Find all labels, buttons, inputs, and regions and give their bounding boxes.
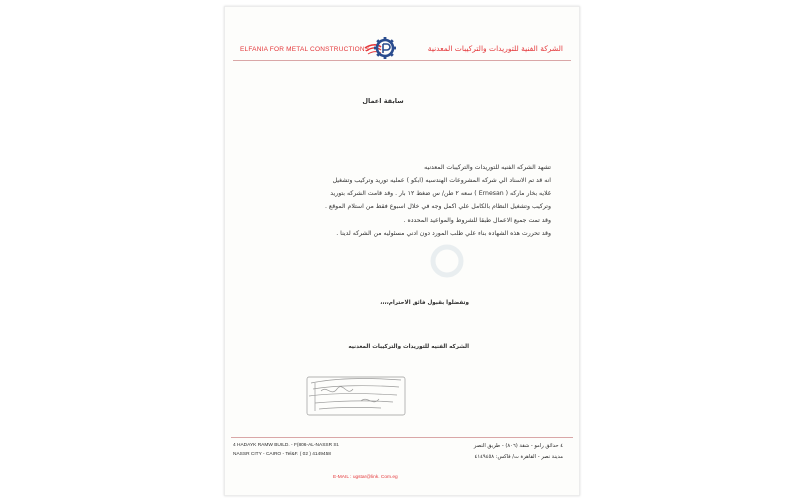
address-english-line: NASSR CITY - CAIRO - Tel&F. ( 02 ) 4149458 <box>233 452 331 457</box>
address-arabic-line: مدينة نصر - القاهرة ت/ فاكس: ٤١٤٩٤٥٨ <box>474 454 563 460</box>
signatory-company: الشركه الفنيه للتوريدات والتركيبات المعدنيه <box>348 344 469 350</box>
header-divider <box>233 60 571 61</box>
body-line: وتركيب وتشغيل النظام بالكامل علي اكمل وجه في خلال اسبوع فقط من استلام الموقع . <box>325 203 551 210</box>
body-line: تشهد الشركه الفنيه للتوريدات والتركيبات المعدنيه <box>424 164 551 171</box>
letter-page <box>224 6 580 496</box>
closing-salutation: وتفضلوا بقبول فائق الاحترام،،،، <box>380 300 469 306</box>
company-stamp-signature <box>301 371 411 421</box>
body-line: انه قد تم الاسناد الي شركه المشروعات الهندسيه (ابكو ) عمليه توريد وتركيب وتشغيل <box>332 177 551 184</box>
footer-divider <box>231 437 573 438</box>
address-english-line: 4 HADAYK RAMW BUILD. - F(806-AL-NASSR St. <box>233 443 340 448</box>
watermark-gear-icon <box>425 239 469 283</box>
company-name-arabic: الشركة الفنية للتوريدات والتركيبات المعدنية <box>427 44 563 53</box>
company-name-english: ELFANIA FOR METAL CONSTRUCTIONS <box>240 46 370 53</box>
document-title: سابقة اعمال <box>362 97 404 105</box>
body-line: غلايه بخار ماركه ( Ernesan ) سعه ٢ طن/ س ضغط ١٢ بار . وقد قامت الشركه بتوريد <box>330 190 551 197</box>
email-address: E-MAIL : ugstar@link. Com.eg <box>333 475 398 480</box>
body-line: وقد تمت جميع الاعمال طبقا للشروط والمواعيد المحدده . <box>403 217 551 224</box>
address-arabic-line: ٤ حدائق رامو - شقة (٨٠٦) - طريق النصر <box>473 443 563 449</box>
body-line: وقد تحررت هذه الشهاده بناء علي طلب المورد دون ادني مسئوليه من الشركه لدينا . <box>336 230 551 237</box>
